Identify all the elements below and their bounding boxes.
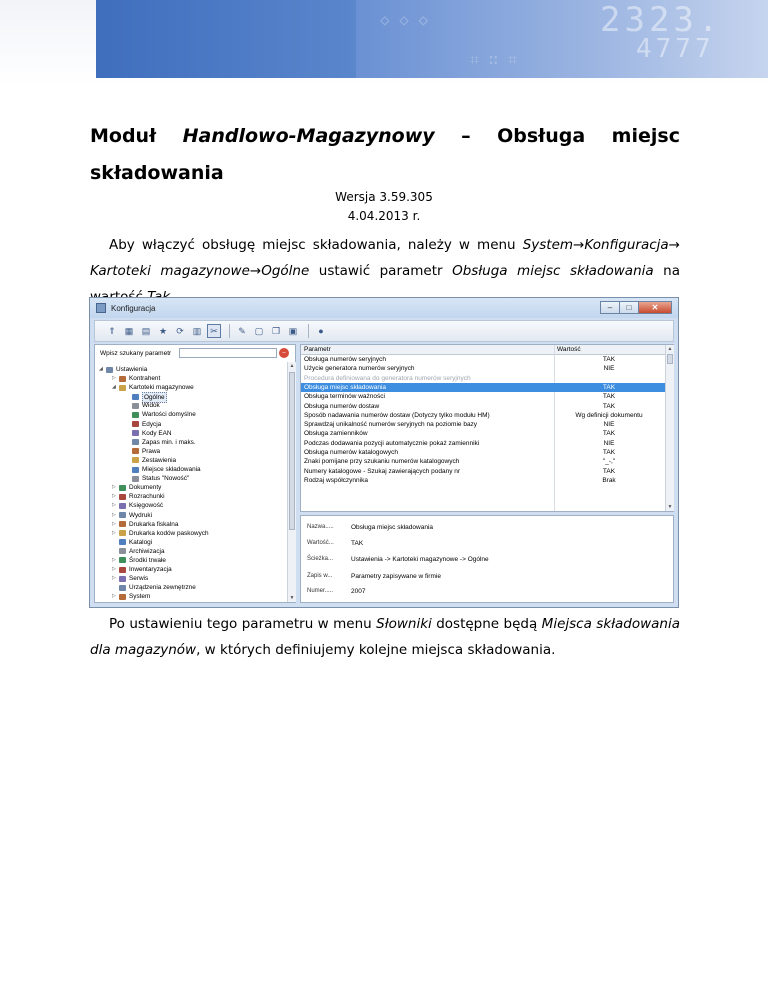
- parameter-cell: Sprawdzaj unikalność numerów seryjnych na poziomie bazy: [304, 421, 478, 429]
- tree-item[interactable]: [97, 456, 283, 465]
- tree-item[interactable]: [97, 365, 283, 374]
- detail-key: Zapis w...: [307, 573, 333, 579]
- tree-item[interactable]: [97, 429, 283, 438]
- report-icon: [132, 457, 139, 463]
- detail-value: TAK: [351, 540, 364, 547]
- tree-item[interactable]: [97, 447, 283, 456]
- tree-item[interactable]: [97, 474, 283, 483]
- tree-item[interactable]: [97, 565, 283, 574]
- tree-item[interactable]: [97, 538, 283, 547]
- tree-item-label: Kartoteki magazynowe: [129, 384, 194, 392]
- date-line: 4.04.2013 r.: [347, 209, 421, 223]
- detail-value: Parametry zapisywane w firmie: [351, 573, 441, 580]
- value-cell[interactable]: NIE: [603, 439, 615, 447]
- detail-key: Nazwa.....: [307, 524, 334, 530]
- tree-item[interactable]: [97, 383, 283, 392]
- expander-icon[interactable]: ▷: [112, 556, 116, 563]
- grid-row[interactable]: [301, 476, 665, 485]
- parameter-cell: Procedura definiowana do generatora numerów seryjnych: [304, 374, 471, 382]
- page-icon: [132, 412, 139, 418]
- list-icon: [132, 403, 139, 409]
- value-cell[interactable]: TAK: [602, 467, 616, 475]
- docs-icon: [119, 485, 126, 491]
- value-cell[interactable]: TAK: [602, 402, 616, 410]
- column-header-value[interactable]: Wartość: [557, 346, 581, 353]
- tree-item[interactable]: [97, 501, 283, 510]
- tree-item[interactable]: [97, 483, 283, 492]
- tree-item[interactable]: [97, 574, 283, 583]
- tree-item-label: Zapas min. i maks.: [142, 438, 196, 446]
- expander-icon[interactable]: ▷: [112, 511, 116, 518]
- tree-item-label: Wartości domyślne: [142, 411, 196, 419]
- system-icon: [119, 594, 126, 600]
- contacts-icon: [119, 376, 126, 382]
- tree-item-label: Status "Nowość": [142, 475, 190, 483]
- minimize-button[interactable]: –: [600, 301, 620, 314]
- tree-item[interactable]: [97, 556, 283, 565]
- title-word: Obsługa: [497, 125, 586, 147]
- grid-row[interactable]: [301, 364, 665, 373]
- tree-item-label: Drukarka fiskalna: [129, 520, 179, 528]
- parameter-grid: [300, 344, 674, 512]
- tree-item-label: Środki trwałe: [129, 556, 166, 564]
- maximize-button[interactable]: □: [619, 301, 639, 314]
- tree-item-label: Urządzenia zewnętrzne: [129, 584, 196, 592]
- assets-icon: [119, 557, 126, 563]
- parameter-cell: Obsługa terminów ważności: [304, 393, 385, 401]
- dictionary-name: Miejsca składowania dla magazynów: [90, 616, 681, 658]
- folder-icon: [119, 539, 126, 545]
- grid-row[interactable]: [301, 467, 665, 476]
- grid-row[interactable]: [301, 429, 665, 438]
- grid-row[interactable]: [301, 448, 665, 457]
- parameter-cell: Obsługa numerów dostaw: [304, 402, 380, 410]
- up-icon[interactable]: ⇑: [108, 325, 116, 336]
- tree-item[interactable]: [97, 410, 283, 419]
- intro-text: ustawić parametr: [309, 263, 453, 279]
- banner-numbers-2: 4777: [636, 34, 715, 64]
- tree-item[interactable]: [97, 438, 283, 447]
- tree-item-label: System: [129, 593, 151, 601]
- intro-text: na: [663, 263, 680, 279]
- expander-icon[interactable]: ◢: [112, 384, 116, 391]
- tree-item-label: Drukarka kodów paskowych: [129, 529, 209, 537]
- tree-item[interactable]: [97, 465, 283, 474]
- settings-tree: [97, 365, 283, 601]
- tree-item[interactable]: [97, 492, 283, 501]
- grid-row[interactable]: [301, 411, 665, 420]
- tree-item-label: Dokumenty: [129, 484, 162, 492]
- paste-icon[interactable]: ▣: [288, 325, 298, 336]
- parameter-cell: Podczas dodawania pozycji automatycznie pokaż zamienniki: [304, 439, 480, 447]
- tree-item[interactable]: [97, 401, 283, 410]
- help-icon[interactable]: ●: [318, 326, 324, 336]
- column-header-parameter[interactable]: Parametr: [304, 346, 331, 353]
- import-icon[interactable]: ▤: [141, 325, 151, 336]
- tree-item[interactable]: [97, 547, 283, 556]
- grid-row[interactable]: [301, 402, 665, 411]
- tools-icon[interactable]: ✂: [207, 324, 221, 338]
- grid-row[interactable]: [301, 457, 665, 466]
- tools-icon: [106, 367, 113, 373]
- tree-item[interactable]: [97, 583, 283, 592]
- version-line: Wersja 3.59.305: [335, 190, 433, 204]
- value-cell[interactable]: TAK: [602, 383, 616, 391]
- outro-text: , w których definiujemy kolejne miejsca składowania.: [196, 642, 556, 658]
- copy-icon[interactable]: ❐: [271, 325, 281, 336]
- title-line-2: składowania: [90, 162, 224, 184]
- expander-icon[interactable]: ▷: [112, 484, 116, 491]
- parameter-cell: Znaki pomijane przy szukaniu numerów katalogowych: [304, 458, 460, 466]
- tree-item-label: Rozrachunki: [129, 493, 165, 501]
- tree-item[interactable]: [97, 420, 283, 429]
- search-input[interactable]: [179, 348, 277, 358]
- fiscal-printer-icon: [119, 521, 126, 527]
- star-icon[interactable]: ★: [158, 325, 168, 336]
- parameter-cell: Numery katalogowe - Szukaj zawierających podany nr: [304, 467, 461, 475]
- tree-panel: [94, 344, 296, 603]
- outro-text: Po ustawieniu tego parametru w menu: [109, 616, 377, 632]
- expander-icon[interactable]: ▷: [112, 375, 116, 382]
- detail-value: Ustawienia -> Kartoteki magazynowe -> Ogólne: [351, 556, 489, 563]
- expander-icon[interactable]: ▷: [112, 529, 116, 536]
- detail-key: Wartość...: [307, 540, 334, 546]
- tree-item-label: Ustawienia: [116, 366, 148, 373]
- archive-icon: [119, 548, 126, 554]
- parameter-cell: Sposób nadawania numerów dostaw (Dotyczy tylko modułu HM): [304, 411, 490, 419]
- tree-scrollbar[interactable]: ▲ ▼: [287, 362, 296, 602]
- detail-panel: [300, 515, 674, 603]
- parameter-cell: Obsługa miejsc składowania: [304, 383, 387, 391]
- grid-row[interactable]: [301, 355, 665, 364]
- tree-item-label: Archiwizacja: [129, 547, 165, 555]
- value-cell[interactable]: NIE: [603, 365, 615, 373]
- edit-icon: [132, 421, 139, 427]
- search-label: Wpisz szukany parametr: [100, 350, 172, 357]
- menu-path: System→Konfiguracja→ Kartoteki magazynowe→Ogólne: [90, 237, 680, 279]
- device-icon: [119, 585, 126, 591]
- tree-item-label: Wydruki: [129, 511, 153, 519]
- parameter-cell: Obsługa numerów seryjnych: [304, 356, 387, 363]
- value-cell[interactable]: NIE: [603, 421, 615, 429]
- detail-key: Numer.....: [307, 588, 334, 594]
- grid-row[interactable]: [301, 420, 665, 429]
- value-cell[interactable]: TAK: [602, 356, 616, 363]
- print-icon: [119, 512, 126, 518]
- close-button[interactable]: ✕: [638, 301, 672, 314]
- expander-icon[interactable]: ▷: [112, 593, 116, 600]
- box-icon: [119, 385, 126, 391]
- window-title: Konfiguracja: [111, 304, 156, 313]
- tree-item[interactable]: [97, 520, 283, 529]
- tree-item-label: Kontrahent: [129, 375, 161, 383]
- menu-name: Słowniki: [376, 616, 432, 632]
- toolbar: [94, 320, 674, 342]
- expander-icon[interactable]: ◢: [99, 366, 103, 372]
- service-icon: [119, 576, 126, 582]
- tree-item-label: Serwis: [129, 575, 149, 583]
- title-word: Handlowo-Magazynowy: [182, 125, 435, 147]
- expander-icon[interactable]: ▷: [112, 493, 116, 500]
- grid-row[interactable]: [301, 439, 665, 448]
- tree-item-label: Zestawienia: [142, 456, 177, 464]
- expander-icon[interactable]: ▷: [112, 520, 116, 527]
- document-title: [90, 118, 680, 192]
- app-icon: [96, 303, 106, 313]
- grid-icon[interactable]: ▦: [124, 325, 134, 336]
- detail-key: Ścieżka...: [307, 556, 334, 562]
- value-cell[interactable]: TAK: [602, 430, 616, 438]
- tree-item-label: Prawa: [142, 447, 161, 455]
- value-cell[interactable]: "_-,": [602, 458, 616, 466]
- detail-value: 2007: [351, 588, 366, 595]
- window-titlebar: [90, 298, 678, 318]
- page-icon: [132, 467, 139, 473]
- title-word: –: [461, 125, 471, 147]
- grid-scrollbar[interactable]: ▲ ▼: [665, 345, 674, 511]
- ledger-icon: [119, 503, 126, 509]
- clear-search-icon[interactable]: –: [279, 348, 289, 358]
- tree-item-label: Kody EAN: [142, 429, 172, 437]
- tree-item-label: Katalogi: [129, 538, 153, 546]
- parameter-cell: Obsługa numerów katalogowych: [304, 449, 398, 456]
- tree-item[interactable]: [97, 392, 283, 401]
- page-icon: [132, 394, 139, 400]
- page-icon[interactable]: ▢: [254, 325, 264, 336]
- accounts-icon: [119, 494, 126, 500]
- outro-paragraph: [90, 611, 680, 663]
- tree-item-label: Edycja: [142, 420, 162, 428]
- star-icon: [132, 476, 139, 482]
- detail-value: Obsługa miejsc składowania: [351, 524, 434, 531]
- parameter-cell: Rodzaj współczynnika: [304, 476, 368, 484]
- tree-item-label: Inwentaryzacja: [129, 566, 172, 574]
- grid-header: [301, 345, 665, 355]
- tree-item-label: Księgowość: [129, 502, 164, 510]
- grid-row[interactable]: [301, 374, 665, 383]
- edit-icon[interactable]: ✎: [238, 325, 246, 336]
- tree-item-label: Miejsce składowania: [142, 466, 201, 474]
- tree-item[interactable]: [97, 374, 283, 383]
- tree-item-label: Ogólne: [144, 393, 165, 401]
- header-banner: ◇ ◇ ◇ ⌗ ∷ ⌗ 2323. 4777: [0, 0, 768, 86]
- rights-icon: [132, 448, 139, 454]
- refresh-icon[interactable]: ⟳: [176, 325, 184, 336]
- value-cell[interactable]: TAK: [602, 449, 616, 456]
- barcode-printer-icon: [119, 530, 126, 536]
- parameter-cell: Obsługa zamienników: [304, 430, 368, 438]
- expander-icon[interactable]: ▷: [112, 502, 116, 509]
- export-icon[interactable]: ▥: [192, 325, 202, 336]
- tree-item[interactable]: [97, 592, 283, 601]
- value-cell[interactable]: Brak: [602, 476, 616, 484]
- value-cell[interactable]: TAK: [602, 393, 616, 401]
- configuration-window: [89, 297, 679, 608]
- parameter-cell: Użycie generatora numerów seryjnych: [304, 365, 415, 373]
- tree-item[interactable]: [97, 529, 283, 538]
- outro-text: dostępne będą: [431, 616, 542, 632]
- barcode-icon: [132, 430, 139, 436]
- intro-text: Aby włączyć obsługę miejsc składowania, należy w menu: [109, 237, 523, 253]
- stock-icon: [132, 439, 139, 445]
- inventory-icon: [119, 567, 126, 573]
- title-word: miejsc: [611, 125, 680, 147]
- tree-item-label: Widok: [142, 402, 160, 410]
- expander-icon[interactable]: ▷: [112, 566, 116, 573]
- banner-numbers: 2323.: [600, 0, 723, 40]
- tree-item[interactable]: [97, 511, 283, 520]
- grid-row[interactable]: [301, 392, 665, 401]
- parameter-name: Obsługa miejsc składowania: [452, 263, 654, 279]
- grid-row[interactable]: [301, 383, 665, 392]
- expander-icon[interactable]: ▷: [112, 575, 116, 582]
- value-cell[interactable]: Wg definicji dokumentu: [575, 411, 643, 419]
- title-word: Moduł: [90, 125, 157, 147]
